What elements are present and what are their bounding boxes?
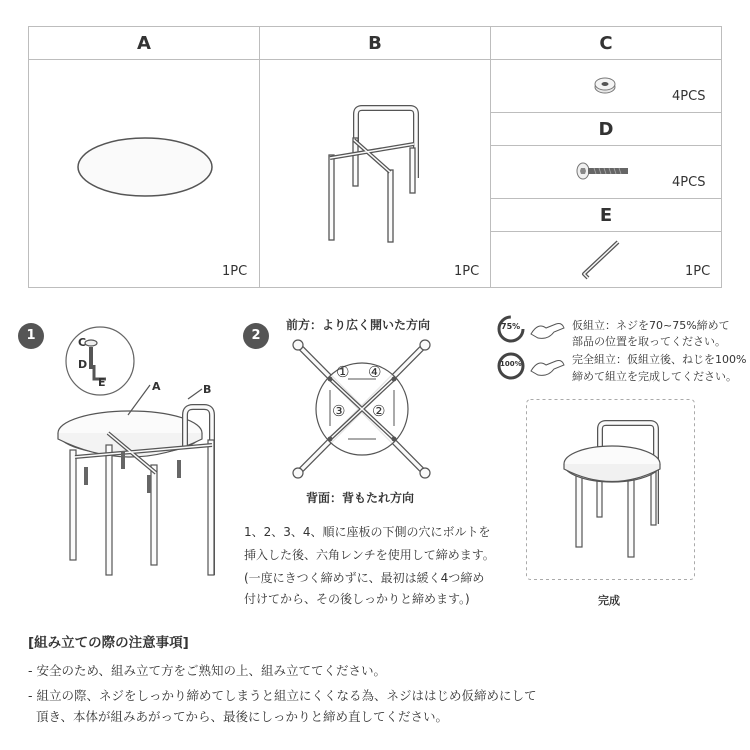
full-assembly-line-2: 締めて組立を完成してください。 (572, 370, 737, 383)
step-1-label-b: B (203, 383, 212, 396)
part-e-hex-wrench-icon (574, 234, 634, 284)
step-2-instruction-line-1: 1、2、3、4、順に座板の下側の穴にボルトを (244, 525, 491, 539)
step-2-front-text: 前方：より広く開いた方向 (286, 318, 431, 332)
step-2-back-text: 背面：背もたれ方向 (306, 491, 415, 505)
header-part-d: D (598, 119, 614, 140)
tighten-75-label: 75% (501, 322, 521, 331)
step-1-label-c: C (78, 336, 87, 349)
hole-number-4: ④ (368, 363, 382, 381)
notes-item-2: - 組立の際、ネジをしっかり締めてしまうと組立にくくなる為、ネジははじめ仮締めにして (28, 688, 537, 703)
temp-assembly-line-2: 部品の位置を取ってください。 (572, 335, 726, 348)
hole-number-1: ① (336, 363, 350, 381)
part-c-quantity: 4PCS (672, 89, 706, 104)
step-2-instruction-line-3: (一度にきつく締めずに、最初は緩く4つ締め (244, 571, 485, 585)
step-2-seat-top-view (282, 332, 442, 492)
hand-wrench-icon-1 (528, 316, 568, 342)
completed-label: 完成 (598, 594, 620, 607)
step-2-instruction-line-2: 挿入した後、六角レンチを使用して締めます。 (244, 548, 495, 562)
header-part-c: C (599, 33, 613, 54)
step-2-instruction-line-4: 付けてから、その後しっかりと締めます。) (244, 592, 470, 606)
part-d-bolt-icon (574, 157, 634, 187)
step-1-badge: 1 (18, 323, 44, 349)
part-c-washer-icon (585, 70, 625, 100)
hole-number-3: ③ (332, 402, 346, 420)
part-d-quantity: 4PCS (672, 175, 706, 190)
notes-item-1: - 安全のため、組み立て方をご熟知の上、組み立ててください。 (28, 663, 386, 678)
part-a-quantity: 1PC (222, 264, 248, 279)
step-1-label-e: E (98, 376, 106, 389)
header-part-a: A (137, 33, 151, 54)
step-1-label-d: D (78, 358, 88, 371)
part-b-quantity: 1PC (454, 264, 480, 279)
completed-stool-frame (526, 399, 696, 581)
temp-assembly-line-1: 仮組立：ネジを70~75%締めて (572, 319, 730, 332)
notes-item-3: 頂き、本体が組みあがってから、最後にしっかりと締め直してください。 (28, 709, 448, 724)
header-part-e: E (599, 205, 613, 226)
part-e-quantity: 1PC (685, 264, 711, 279)
step-1-assembly-illustration (20, 315, 240, 585)
step-2-badge: 2 (243, 323, 269, 349)
header-part-b: B (368, 33, 382, 54)
step-1-label-a: A (152, 380, 161, 393)
tighten-100-label: 100% (500, 360, 522, 368)
hole-number-2: ② (372, 402, 386, 420)
part-b-frame-illustration (260, 60, 490, 288)
part-a-seat-illustration (28, 60, 260, 288)
hand-wrench-icon-2 (528, 353, 568, 379)
notes-title: [組み立ての際の注意事項] (28, 635, 189, 651)
full-assembly-line-1: 完全組立：仮組立後、ねじを100% (572, 353, 747, 366)
